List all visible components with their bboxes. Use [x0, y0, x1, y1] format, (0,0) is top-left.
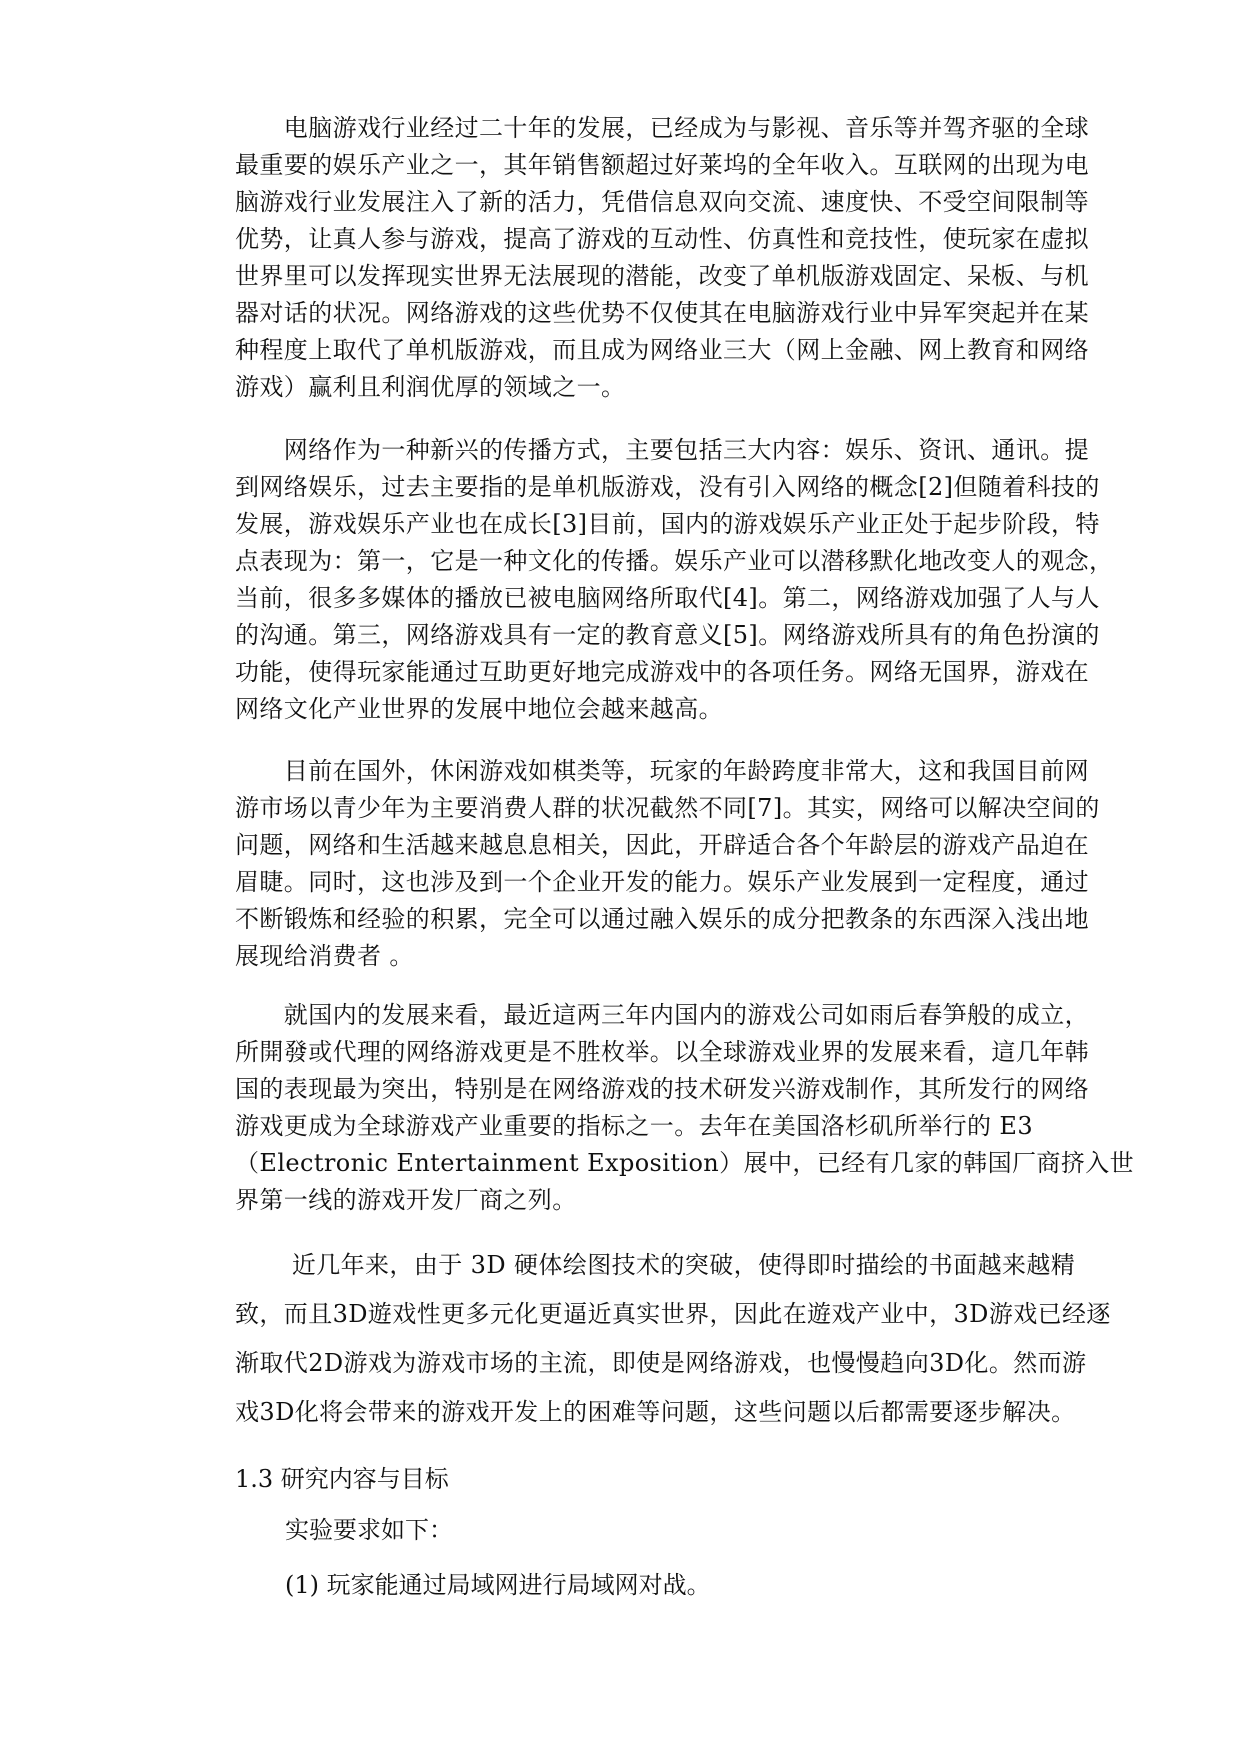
text-line: 到网络娱乐，过去主要指的是单机版游戏，没有引入网络的概念[2]但随着科技的 [235, 473, 1100, 501]
text-line: 近几年来，由于 3D 硬体绘图技术的突破，使得即时描绘的书面越来越精 [235, 1251, 1076, 1279]
text-line: 世界里可以发挥现实世界无法展现的潜能，改变了单机版游戏固定、呆板、与机 [235, 262, 1089, 290]
text-line: 当前，很多多媒体的播放已被电脑网络所取代[4]。第二，网络游戏加强了人与人 [235, 584, 1100, 612]
text-line: 发展，游戏娱乐产业也在成长[3]目前，国内的游戏娱乐产业正处于起步阶段，特 [235, 510, 1100, 538]
list-item-1: (1) 玩家能通过局域网进行局域网对战。 [285, 1571, 711, 1599]
paragraph-5 [235, 1241, 1115, 1437]
text-line: 游市场以青少年为主要消费人群的状况截然不同[7]。其实，网络可以解决空间的 [235, 794, 1100, 822]
text-line: 脑游戏行业发展注入了新的活力，凭借信息双向交流、速度快、不受空间限制等 [235, 188, 1089, 216]
text-line: 眉睫。同时，这也涉及到一个企业开发的能力。娱乐产业发展到一定程度，通过 [235, 868, 1089, 896]
text-line: 游戏）赢利且利润优厚的领域之一。 [235, 373, 626, 401]
text-line: 点表现为：第一，它是一种文化的传播。娱乐产业可以潜移默化地改变人的观念， [235, 547, 1114, 575]
text-line: （Electronic Entertainment Exposition）展中，已经有几家的韩国厂商挤入世 [235, 1149, 1134, 1177]
text-line: 游戏更成为全球游戏产业重要的指标之一。去年在美国洛杉矶所举行的 E3 [235, 1112, 1034, 1140]
text-line: 网络文化产业世界的发展中地位会越来越高。 [235, 695, 723, 723]
text-line: 目前在国外，休闲游戏如棋类等，玩家的年龄跨度非常大，这和我国目前网 [235, 757, 1089, 785]
text-line: 所開發或代理的网络游戏更是不胜枚举。以全球游戏业界的发展来看，這几年韩 [235, 1038, 1089, 1066]
paragraph-3 [235, 753, 1115, 975]
text-line: 器对话的状况。网络游戏的这些优势不仅使其在电脑游戏行业中异军突起并在某 [235, 299, 1089, 327]
text-line: 最重要的娱乐产业之一，其年销售额超过好莱坞的全年收入。互联网的出现为电 [235, 151, 1089, 179]
paragraph-4 [235, 997, 1134, 1219]
text-line: 展现给消费者 。 [235, 942, 414, 970]
text-line: 就国内的发展来看，最近這两三年内国内的游戏公司如雨后春笋般的成立， [235, 1001, 1089, 1029]
text-line: 种程度上取代了单机版游戏，而且成为网络业三大（网上金融、网上教育和网络 [235, 336, 1089, 364]
text-line: 界第一线的游戏开发厂商之列。 [235, 1186, 577, 1214]
section-heading: 1.3 研究内容与目标 [235, 1465, 449, 1493]
text-line: 功能，使得玩家能通过互助更好地完成游戏中的各项任务。网络无国界，游戏在 [235, 658, 1089, 686]
text-line: 不断锻炼和经验的积累，完全可以通过融入娱乐的成分把教条的东西深入浅出地 [235, 905, 1089, 933]
text-line: 问题，网络和生活越来越息息相关，因此，开辟适合各个年龄层的游戏产品迫在 [235, 831, 1089, 859]
intro-line: 实验要求如下： [285, 1516, 453, 1544]
text-line: 渐取代2D游戏为游戏市场的主流，即使是网络游戏，也慢慢趋向3D化。然而游 [235, 1349, 1087, 1377]
text-line: 网络作为一种新兴的传播方式，主要包括三大内容：娱乐、资讯、通讯。提 [235, 436, 1089, 464]
text-line: 电脑游戏行业经过二十年的发展，已经成为与影视、音乐等并驾齐驱的全球 [235, 114, 1089, 142]
text-line: 国的表现最为突出，特别是在网络游戏的技术研发兴游戏制作，其所发行的网络 [235, 1075, 1089, 1103]
text-line: 的沟通。第三，网络游戏具有一定的教育意义[5]。网络游戏所具有的角色扮演的 [235, 621, 1100, 649]
text-line: 戏3D化将会带来的游戏开发上的困难等问题，这些问题以后都需要逐步解决。 [235, 1398, 1076, 1426]
paragraph-2 [235, 432, 1115, 728]
text-line: 致，而且3D遊戏性更多元化更逼近真实世界，因此在遊戏产业中，3D游戏已经逐 [235, 1300, 1111, 1328]
paragraph-1 [235, 110, 1115, 406]
text-line: 优势，让真人参与游戏，提高了游戏的互动性、仿真性和竞技性，使玩家在虚拟 [235, 225, 1089, 253]
